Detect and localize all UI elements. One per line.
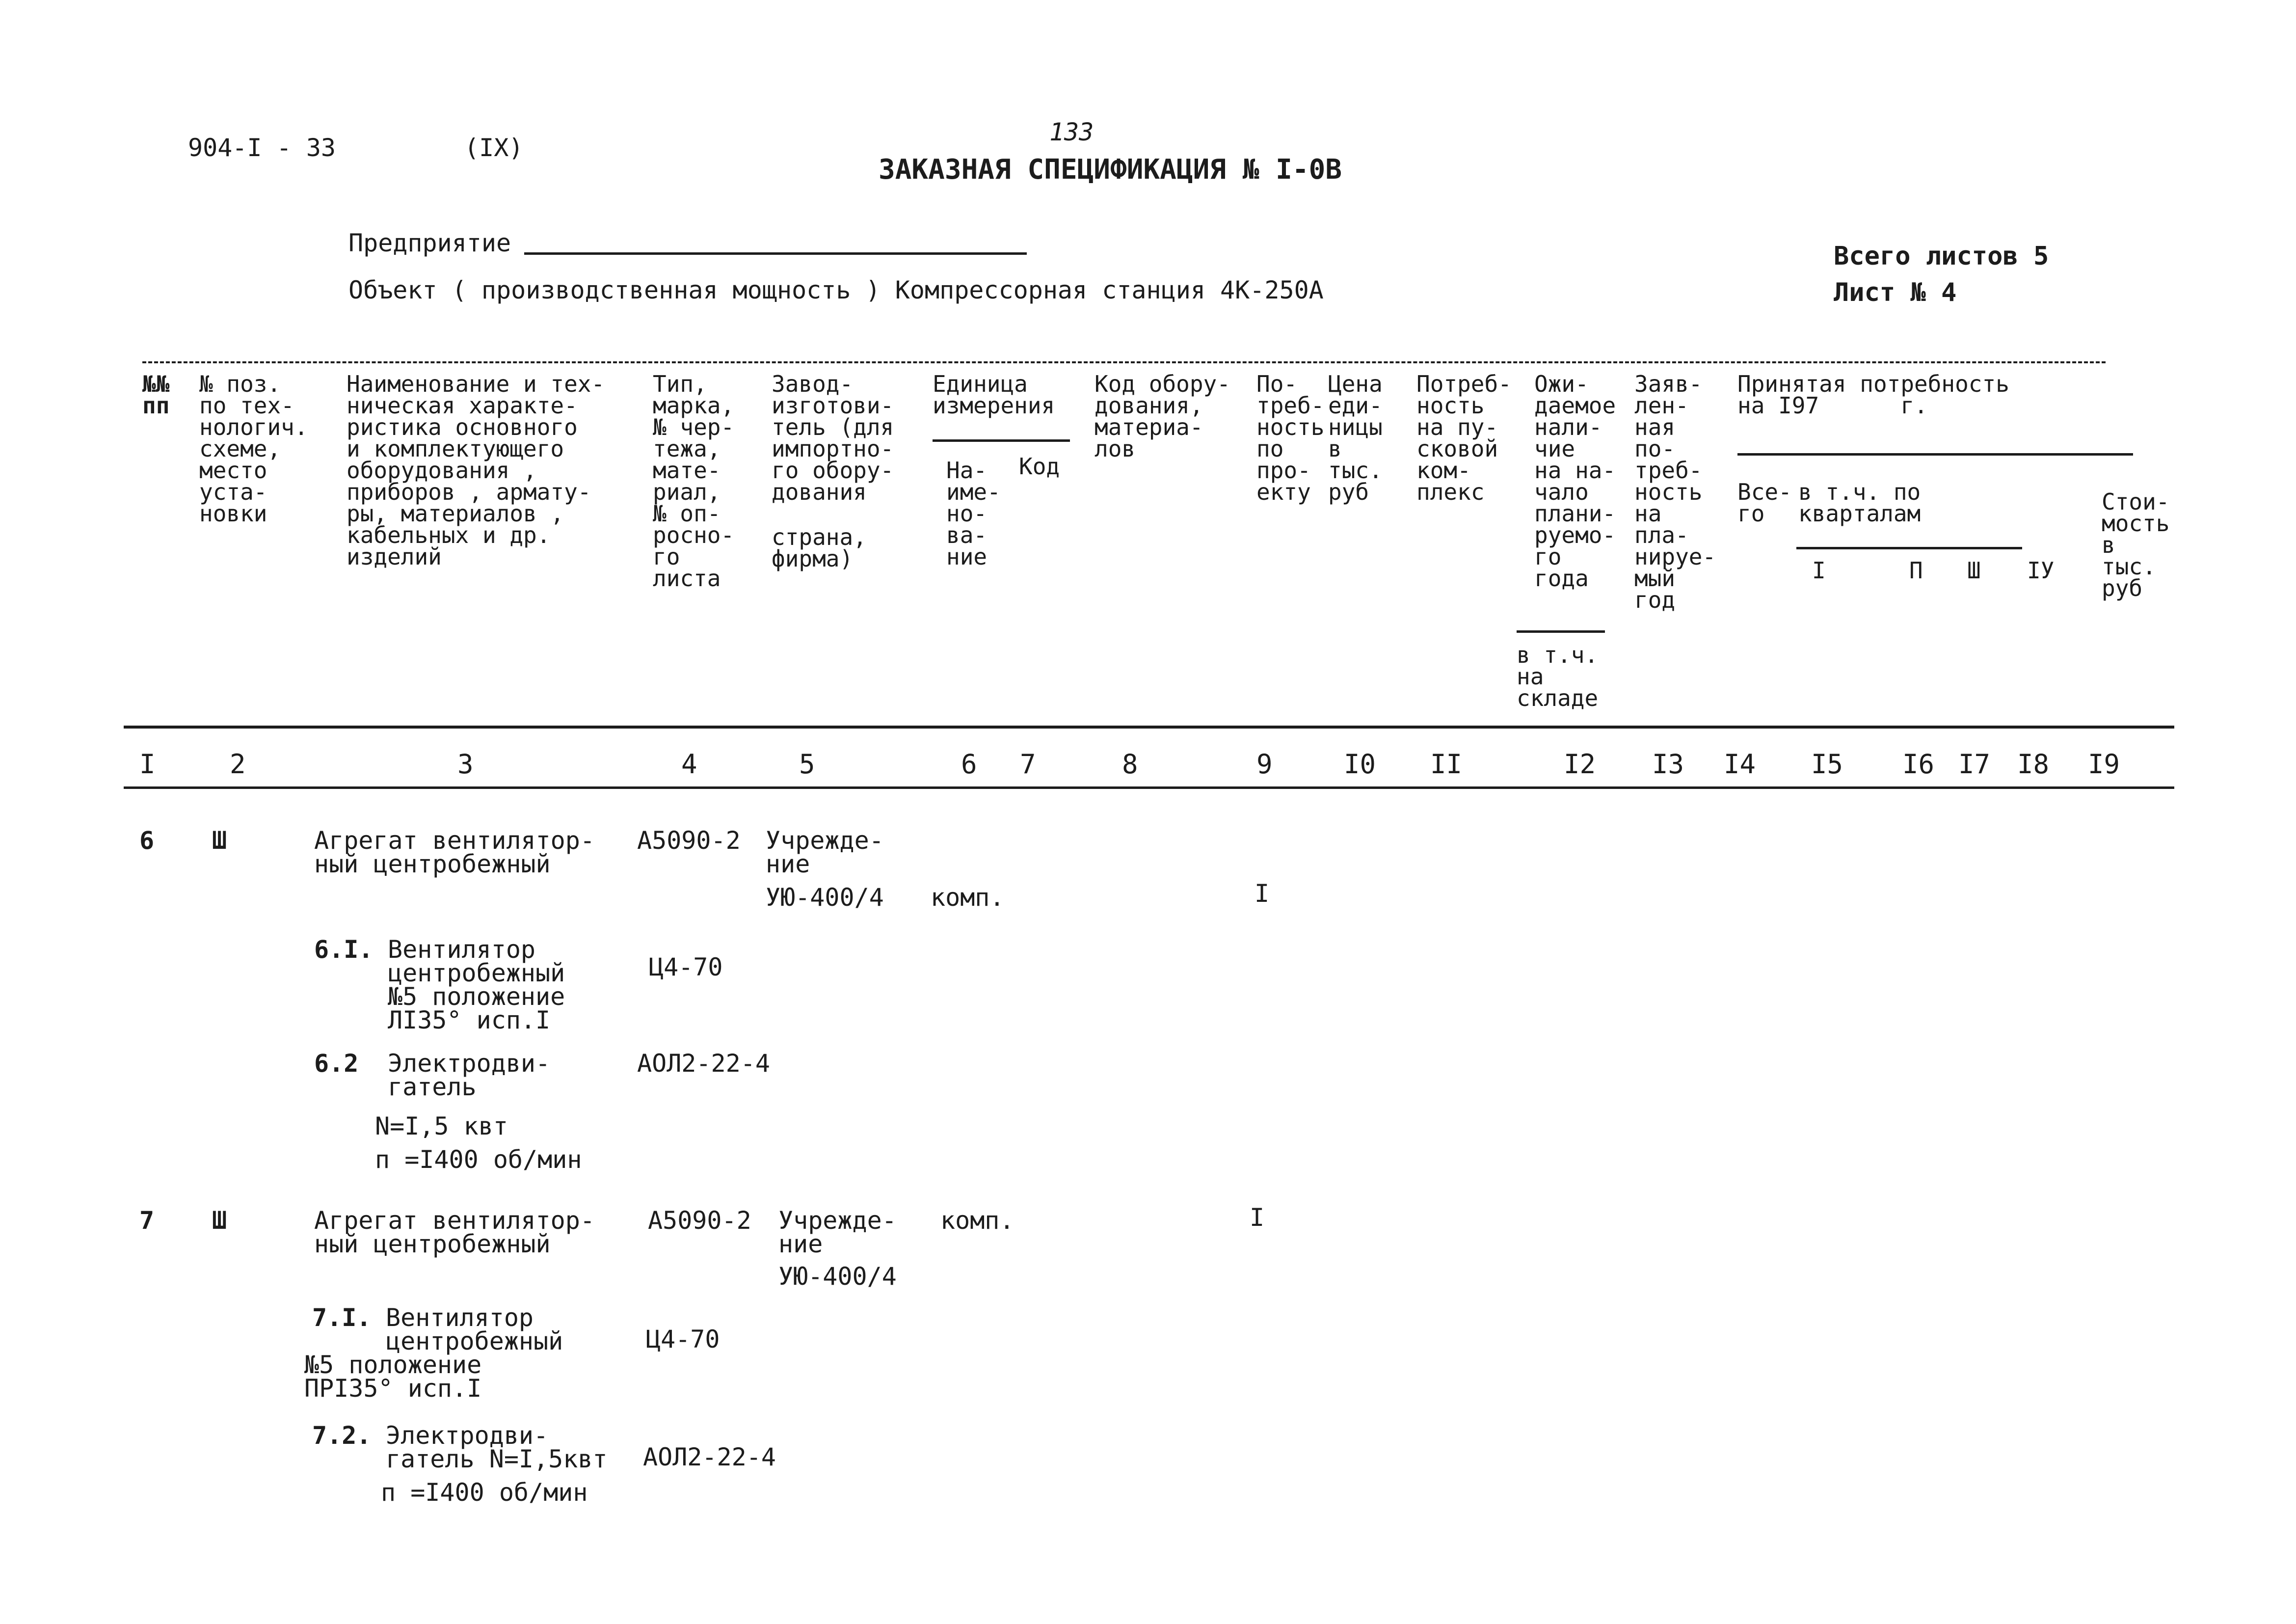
col-num-7: 7 — [1020, 749, 1036, 780]
row-6-quantity: I — [1255, 879, 1270, 908]
col-num-4: 4 — [681, 749, 697, 780]
sheet-number: Лист № 4 — [1834, 278, 1957, 307]
col-num-1: I — [139, 749, 156, 780]
col-header-9: По- треб- ность по про- екту — [1256, 371, 1325, 505]
row-6-unit: комп. — [931, 883, 1005, 912]
enterprise-blank-line — [524, 252, 1027, 255]
row-7-1-name: Вентилятор центробежный — [386, 1303, 563, 1355]
row-6-maker: Учрежде- ние — [766, 826, 884, 878]
row-7-model: УЮ-400/4 — [778, 1262, 897, 1291]
document-title: ЗАКАЗНАЯ СПЕЦИФИКАЦИЯ № I-0В — [879, 154, 1342, 186]
col-header-11: Потреб- ность на пу- сковой ком- плекс — [1416, 371, 1512, 505]
col-header-quarters: в т.ч. по кварталам — [1798, 479, 1921, 527]
col-header-12: Ожи- даемое нали- чие на на- чало плани- руемо- го года — [1534, 371, 1616, 592]
col-header-2: № поз. по тех- нологич. схеме, место уста- новки — [199, 371, 308, 527]
col-num-5: 5 — [799, 749, 815, 780]
header-bottom-rule — [124, 726, 2174, 729]
row-7-1-number: 7.I. — [312, 1303, 372, 1332]
row-7-2-number: 7.2. — [312, 1421, 372, 1450]
document-code: 904-I - 33 — [188, 134, 336, 162]
col-header-unit: Единица измерения — [933, 371, 1055, 419]
col-num-16: I6 — [1902, 749, 1935, 780]
row-6-2-type: АОЛ2-22-4 — [637, 1049, 770, 1078]
quarter-3: Ш — [1967, 557, 1981, 584]
col-header-19: Стои- мость в тыс. руб — [2102, 488, 2170, 601]
row-7-2-name: Электродви- гатель N=I,5квт — [386, 1421, 608, 1473]
row-6-1-name: Вентилятор центробежный №5 положение ЛI35° исп.I — [388, 935, 565, 1034]
row-6-position: Ш — [212, 826, 227, 855]
row-6-type: А5090-2 — [637, 826, 741, 855]
col-num-3: 3 — [457, 749, 474, 780]
row-6-2-name: Электродви- гатель — [388, 1049, 551, 1101]
col-header-15: Все- го — [1737, 479, 1792, 527]
quarter-1: I — [1812, 557, 1826, 584]
col-header-12-stock: в т.ч. на складе — [1517, 642, 1599, 711]
row-7-maker: Учрежде- ние — [778, 1206, 897, 1258]
row-6-2-number: 6.2 — [314, 1049, 359, 1078]
quarters-divider — [1796, 547, 2022, 549]
row-7-position: Ш — [212, 1206, 227, 1235]
col-header-4: Тип, марка, № чер- тежа, мате- риал, № оп- росно- го листа — [653, 371, 735, 592]
col-header-1: №№ пп — [142, 371, 170, 419]
numbers-bottom-rule — [124, 786, 2174, 789]
unit-header-divider — [933, 439, 1070, 442]
col-header-8: Код обору- дования, материа- лов — [1095, 371, 1230, 462]
col-header-6: На- име- но- ва- ние — [946, 457, 1001, 570]
row-7-name: Агрегат вентилятор- ный центробежный — [314, 1206, 595, 1258]
row-7-1-type: Ц4-70 — [646, 1325, 720, 1353]
col-num-15: I5 — [1811, 749, 1843, 780]
row-6-2-power: N=I,5 квт — [375, 1112, 508, 1140]
row-7-unit: комп. — [940, 1206, 1015, 1235]
page-number: 133 — [1049, 118, 1094, 146]
row-6-model: УЮ-400/4 — [766, 883, 884, 912]
col-header-13: Заяв- лен- ная по- треб- ность на пла- нируе- мый год — [1634, 371, 1716, 613]
row-6-1-number: 6.I. — [314, 935, 374, 964]
total-sheets: Всего листов 5 — [1834, 242, 2049, 271]
col-num-11: II — [1430, 749, 1463, 780]
row-7-type: А5090-2 — [648, 1206, 751, 1235]
col-header-5: Завод- изготови- тель (для импортно- го обору- дования — [772, 371, 894, 505]
col-header-3: Наименование и тех- ническая характе- ристика основного и комплектующего оборудования , приборов , армату- ры, материалов , кабельных и др. изделий — [347, 371, 605, 570]
col-header-14: Принятая потребность на I97 г. — [1737, 371, 2009, 419]
col-num-14: I4 — [1724, 749, 1756, 780]
row-7-1-name-cont: №5 положение ПРI35° исп.I — [304, 1351, 482, 1403]
col-num-12: I2 — [1564, 749, 1596, 780]
quarter-2: П — [1909, 557, 1923, 584]
row-6-1-type: Ц4-70 — [649, 953, 723, 981]
col-num-2: 2 — [230, 749, 246, 780]
row-6-name: Агрегат вентилятор- ный центробежный — [314, 826, 595, 878]
accepted-need-divider — [1737, 453, 2133, 456]
row-6-number: 6 — [139, 826, 155, 855]
header-top-rule — [142, 361, 2106, 363]
row-7-2-type: АОЛ2-22-4 — [643, 1443, 776, 1471]
col-num-18: I8 — [2017, 749, 2050, 780]
col-num-17: I7 — [1958, 749, 1991, 780]
col-header-10: Цена еди- ницы в тыс. руб — [1328, 371, 1383, 505]
row-6-2-rpm: п =I400 об/мин — [375, 1145, 582, 1174]
object-line: Объект ( производственная мощность ) Компрессорная станция 4К-250А — [348, 276, 1324, 304]
col-12-divider — [1517, 630, 1605, 633]
col-header-7: Код — [1019, 453, 1060, 480]
row-7-number: 7 — [139, 1206, 155, 1235]
row-7-quantity: I — [1250, 1203, 1265, 1232]
quarter-4: IУ — [2027, 557, 2055, 584]
col-num-6: 6 — [961, 749, 977, 780]
col-num-9: 9 — [1256, 749, 1273, 780]
section-number: (IX) — [464, 134, 524, 162]
col-num-19: I9 — [2088, 749, 2120, 780]
row-7-2-rpm: п =I400 об/мин — [381, 1478, 588, 1507]
col-num-10: I0 — [1344, 749, 1376, 780]
col-header-5-country: страна, фирма) — [772, 524, 867, 572]
col-num-13: I3 — [1652, 749, 1684, 780]
enterprise-label: Предприятие — [348, 229, 511, 257]
col-num-8: 8 — [1122, 749, 1138, 780]
